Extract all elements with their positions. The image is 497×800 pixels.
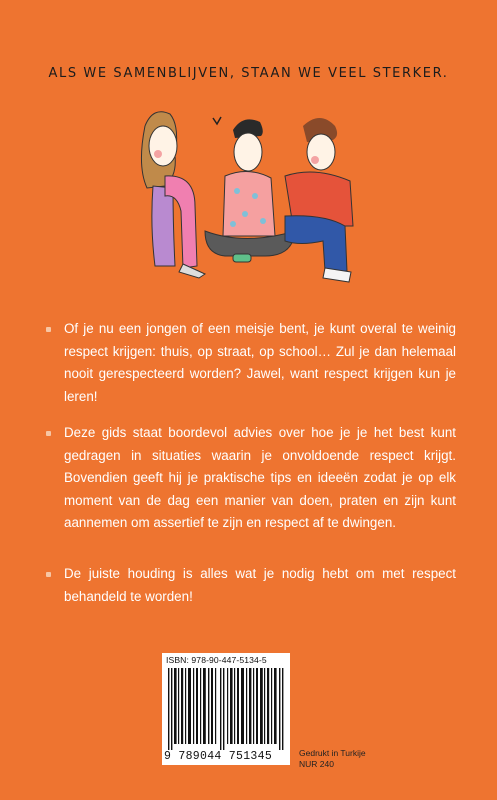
bullet-marker bbox=[46, 327, 51, 332]
paragraph-intro: Of je nu een jongen of een meisje bent, je kunt overal te weinig respect krijgen: thuis, op straat, op school… Zul je dan helemaal nooit gerespecteerd worden? Jawel, want respect krijgen kun je leren! bbox=[64, 321, 456, 404]
barcode bbox=[162, 653, 290, 765]
paragraph-conclusion: De juiste houding is alles wat je nodig hebt om met respect behandeld te worden! bbox=[64, 566, 456, 604]
bullet-marker bbox=[46, 572, 51, 577]
printed-in-label: Gedrukt in Turkije bbox=[299, 748, 366, 758]
barcode-bars bbox=[166, 668, 286, 750]
print-info bbox=[299, 748, 366, 770]
tagline: ALS WE SAMENBLIJVEN, STAAN WE VEEL STERKER. bbox=[48, 66, 449, 81]
isbn-label: ISBN: 978-90-447-5134-5 bbox=[166, 655, 267, 665]
paragraph-advice: Deze gids staat boordevol advies over hoe je je het best kunt gedragen in situaties waarin je onvoldoende respect krijgt. Bovendien geeft hij je praktische tips en ideeën zodat je op elk moment van de dag een manier van doen, praten en zijn kunt aannemen om assertief te zijn en respect af te dwingen. bbox=[64, 425, 456, 530]
isbn-digits: 9 789044 751345 bbox=[164, 750, 273, 763]
three-friends-illustration bbox=[125, 96, 365, 296]
nur-code: NUR 240 bbox=[299, 759, 334, 769]
bullet-marker bbox=[46, 431, 51, 436]
